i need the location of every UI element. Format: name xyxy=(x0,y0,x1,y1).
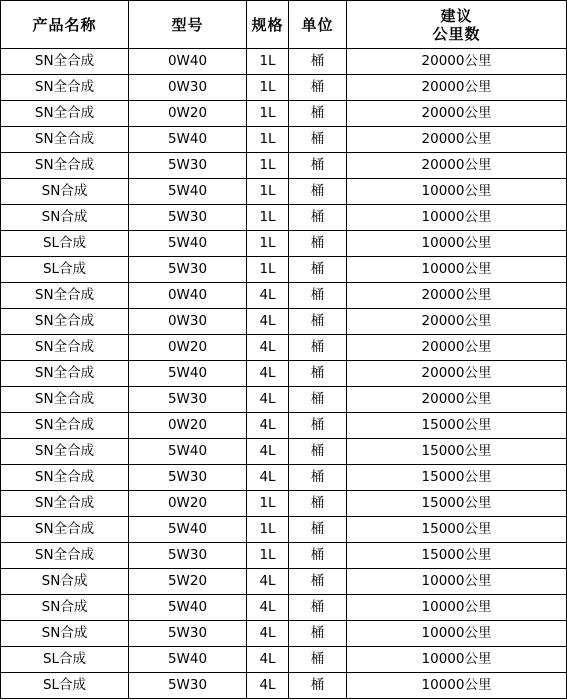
cell-unit: 桶 xyxy=(289,361,347,387)
cell-spec: 1L xyxy=(247,49,289,75)
cell-unit: 桶 xyxy=(289,257,347,283)
table-row xyxy=(1,283,567,309)
cell-spec: 1L xyxy=(247,179,289,205)
table-row xyxy=(1,361,567,387)
cell-model: 5W30 xyxy=(129,387,247,413)
header-recommended-km xyxy=(347,1,567,49)
table-row xyxy=(1,179,567,205)
cell-unit: 桶 xyxy=(289,179,347,205)
cell-unit: 桶 xyxy=(289,569,347,595)
cell-recommended-km: 20000公里 xyxy=(347,335,567,361)
cell-spec: 4L xyxy=(247,309,289,335)
cell-spec: 4L xyxy=(247,439,289,465)
cell-spec: 4L xyxy=(247,647,289,673)
cell-model: 5W40 xyxy=(129,647,247,673)
cell-spec: 4L xyxy=(247,569,289,595)
cell-unit: 桶 xyxy=(289,127,347,153)
cell-product-name: SN全合成 xyxy=(1,387,129,413)
cell-product-name: SN全合成 xyxy=(1,49,129,75)
cell-recommended-km: 15000公里 xyxy=(347,517,567,543)
cell-unit: 桶 xyxy=(289,491,347,517)
cell-model: 5W40 xyxy=(129,595,247,621)
table-row xyxy=(1,101,567,127)
header-product-name: 产品名称 xyxy=(1,1,129,49)
cell-spec: 1L xyxy=(247,257,289,283)
cell-product-name: SN全合成 xyxy=(1,491,129,517)
cell-spec: 4L xyxy=(247,387,289,413)
cell-recommended-km: 20000公里 xyxy=(347,101,567,127)
table-row xyxy=(1,205,567,231)
cell-spec: 1L xyxy=(247,491,289,517)
cell-spec: 4L xyxy=(247,595,289,621)
cell-spec: 4L xyxy=(247,673,289,699)
cell-product-name: SN合成 xyxy=(1,179,129,205)
cell-recommended-km: 10000公里 xyxy=(347,205,567,231)
cell-unit: 桶 xyxy=(289,439,347,465)
cell-spec: 1L xyxy=(247,231,289,257)
cell-product-name: SN全合成 xyxy=(1,283,129,309)
cell-model: 5W30 xyxy=(129,257,247,283)
cell-model: 5W40 xyxy=(129,361,247,387)
cell-recommended-km: 15000公里 xyxy=(347,491,567,517)
cell-recommended-km: 10000公里 xyxy=(347,595,567,621)
cell-recommended-km: 15000公里 xyxy=(347,465,567,491)
cell-model: 0W40 xyxy=(129,283,247,309)
cell-product-name: SL合成 xyxy=(1,231,129,257)
cell-recommended-km: 20000公里 xyxy=(347,153,567,179)
table-row xyxy=(1,257,567,283)
table-row xyxy=(1,569,567,595)
cell-model: 0W20 xyxy=(129,413,247,439)
cell-unit: 桶 xyxy=(289,101,347,127)
cell-recommended-km: 10000公里 xyxy=(347,179,567,205)
cell-model: 5W30 xyxy=(129,621,247,647)
table-row xyxy=(1,231,567,257)
cell-product-name: SN全合成 xyxy=(1,543,129,569)
cell-recommended-km: 20000公里 xyxy=(347,361,567,387)
cell-spec: 4L xyxy=(247,413,289,439)
cell-recommended-km: 10000公里 xyxy=(347,569,567,595)
table-row xyxy=(1,621,567,647)
cell-product-name: SN合成 xyxy=(1,569,129,595)
cell-unit: 桶 xyxy=(289,283,347,309)
table-row xyxy=(1,75,567,101)
cell-unit: 桶 xyxy=(289,543,347,569)
cell-recommended-km: 20000公里 xyxy=(347,49,567,75)
cell-model: 0W20 xyxy=(129,101,247,127)
table-row xyxy=(1,543,567,569)
table-row xyxy=(1,439,567,465)
cell-model: 5W40 xyxy=(129,127,247,153)
cell-product-name: SN全合成 xyxy=(1,127,129,153)
cell-unit: 桶 xyxy=(289,153,347,179)
cell-spec: 4L xyxy=(247,621,289,647)
table-row xyxy=(1,49,567,75)
table-row xyxy=(1,517,567,543)
cell-model: 5W40 xyxy=(129,179,247,205)
cell-recommended-km: 20000公里 xyxy=(347,309,567,335)
cell-model: 5W30 xyxy=(129,465,247,491)
cell-model: 0W20 xyxy=(129,491,247,517)
header-unit: 单位 xyxy=(289,1,347,49)
cell-model: 0W40 xyxy=(129,49,247,75)
table-row xyxy=(1,491,567,517)
header-recommended-km-line1: 建议 xyxy=(440,6,473,25)
cell-recommended-km: 10000公里 xyxy=(347,673,567,699)
cell-unit: 桶 xyxy=(289,309,347,335)
cell-model: 0W30 xyxy=(129,75,247,101)
cell-product-name: SN全合成 xyxy=(1,439,129,465)
cell-spec: 1L xyxy=(247,101,289,127)
table-row xyxy=(1,413,567,439)
cell-unit: 桶 xyxy=(289,231,347,257)
table-row xyxy=(1,335,567,361)
cell-recommended-km: 10000公里 xyxy=(347,621,567,647)
cell-recommended-km: 10000公里 xyxy=(347,231,567,257)
cell-recommended-km: 20000公里 xyxy=(347,75,567,101)
header-row xyxy=(1,1,567,49)
table-row xyxy=(1,153,567,179)
table-row xyxy=(1,387,567,413)
table-row xyxy=(1,595,567,621)
cell-unit: 桶 xyxy=(289,335,347,361)
table-header xyxy=(1,1,567,49)
cell-spec: 1L xyxy=(247,205,289,231)
cell-product-name: SN全合成 xyxy=(1,465,129,491)
cell-unit: 桶 xyxy=(289,517,347,543)
cell-unit: 桶 xyxy=(289,465,347,491)
cell-spec: 4L xyxy=(247,283,289,309)
cell-recommended-km: 10000公里 xyxy=(347,647,567,673)
cell-spec: 1L xyxy=(247,543,289,569)
cell-product-name: SN全合成 xyxy=(1,153,129,179)
cell-product-name: SN全合成 xyxy=(1,335,129,361)
cell-recommended-km: 20000公里 xyxy=(347,387,567,413)
cell-recommended-km: 15000公里 xyxy=(347,439,567,465)
cell-spec: 1L xyxy=(247,153,289,179)
cell-model: 5W30 xyxy=(129,205,247,231)
table-body xyxy=(1,49,567,699)
cell-spec: 4L xyxy=(247,335,289,361)
cell-unit: 桶 xyxy=(289,621,347,647)
cell-recommended-km: 15000公里 xyxy=(347,543,567,569)
table-row xyxy=(1,309,567,335)
cell-product-name: SL合成 xyxy=(1,673,129,699)
cell-spec: 4L xyxy=(247,361,289,387)
cell-product-name: SN合成 xyxy=(1,621,129,647)
cell-unit: 桶 xyxy=(289,595,347,621)
cell-unit: 桶 xyxy=(289,205,347,231)
cell-product-name: SN全合成 xyxy=(1,361,129,387)
cell-unit: 桶 xyxy=(289,75,347,101)
cell-unit: 桶 xyxy=(289,413,347,439)
cell-spec: 1L xyxy=(247,127,289,153)
cell-product-name: SN全合成 xyxy=(1,517,129,543)
header-model: 型号 xyxy=(129,1,247,49)
cell-recommended-km: 10000公里 xyxy=(347,257,567,283)
cell-product-name: SN合成 xyxy=(1,595,129,621)
header-spec: 规格 xyxy=(247,1,289,49)
cell-spec: 4L xyxy=(247,465,289,491)
cell-model: 0W20 xyxy=(129,335,247,361)
cell-recommended-km: 20000公里 xyxy=(347,283,567,309)
cell-model: 5W30 xyxy=(129,543,247,569)
cell-recommended-km: 15000公里 xyxy=(347,413,567,439)
cell-model: 5W30 xyxy=(129,153,247,179)
cell-unit: 桶 xyxy=(289,673,347,699)
cell-recommended-km: 20000公里 xyxy=(347,127,567,153)
table-row xyxy=(1,647,567,673)
cell-unit: 桶 xyxy=(289,647,347,673)
cell-model: 5W20 xyxy=(129,569,247,595)
cell-model: 5W40 xyxy=(129,231,247,257)
cell-product-name: SN合成 xyxy=(1,205,129,231)
cell-unit: 桶 xyxy=(289,49,347,75)
header-recommended-km-line2: 公里数 xyxy=(432,24,481,43)
cell-model: 0W30 xyxy=(129,309,247,335)
cell-product-name: SN全合成 xyxy=(1,309,129,335)
cell-model: 5W40 xyxy=(129,517,247,543)
cell-model: 5W40 xyxy=(129,439,247,465)
cell-product-name: SL合成 xyxy=(1,647,129,673)
cell-product-name: SN全合成 xyxy=(1,413,129,439)
cell-product-name: SN全合成 xyxy=(1,75,129,101)
cell-model: 5W30 xyxy=(129,673,247,699)
cell-spec: 1L xyxy=(247,75,289,101)
cell-product-name: SN全合成 xyxy=(1,101,129,127)
table-row xyxy=(1,673,567,699)
cell-unit: 桶 xyxy=(289,387,347,413)
cell-product-name: SL合成 xyxy=(1,257,129,283)
cell-spec: 1L xyxy=(247,517,289,543)
table-row xyxy=(1,127,567,153)
table-row xyxy=(1,465,567,491)
